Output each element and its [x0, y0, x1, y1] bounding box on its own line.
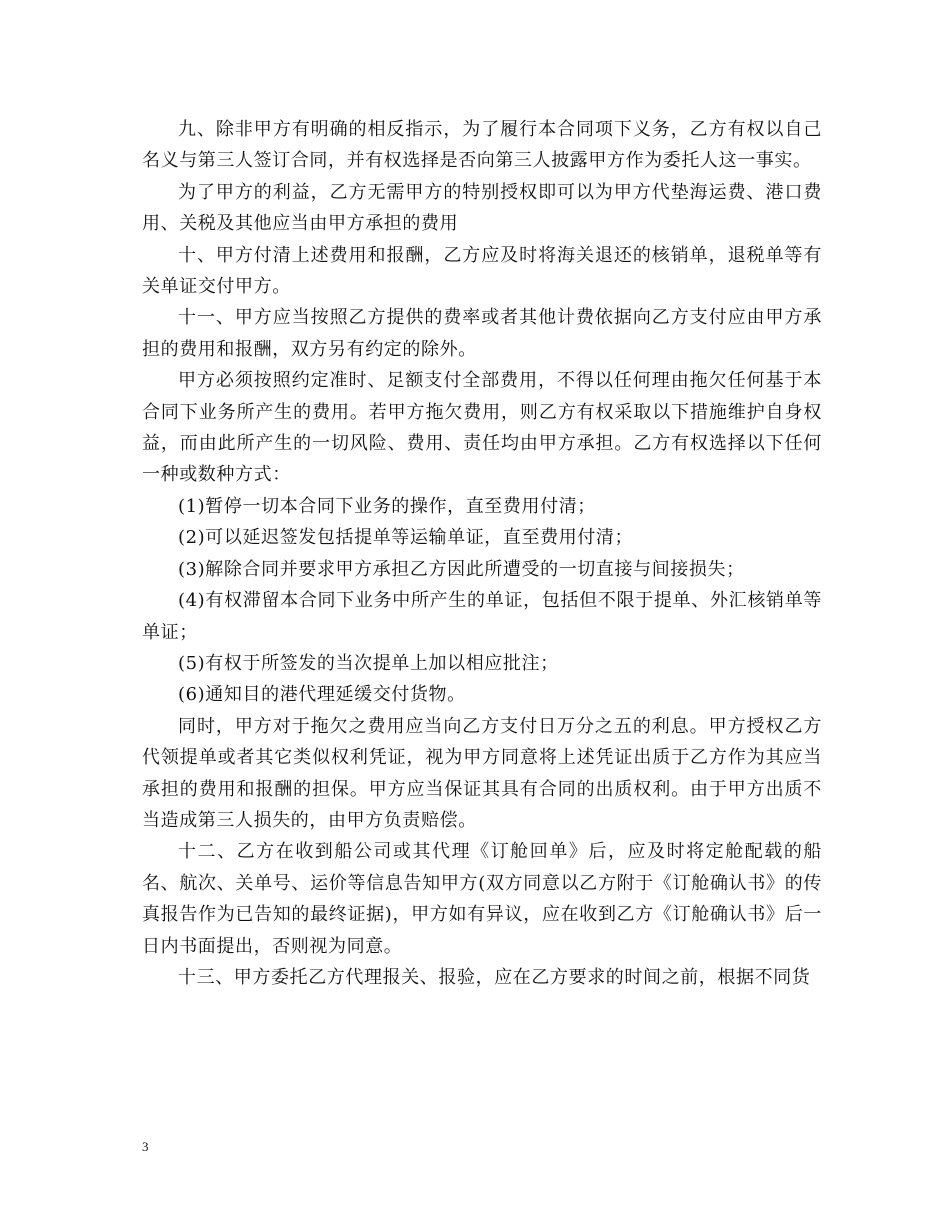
clause-11-paragraph: 十一、甲方应当按照乙方提供的费率或者其他计费依据向乙方支付应由甲方承担的费用和报酬，双方另有约定的除外。: [142, 307, 822, 360]
clause-12-paragraph: 十二、乙方在收到船公司或其代理《订舱回单》后，应及时将定舱配载的船名、航次、关单号、运价等信息告知甲方(双方同意以乙方附于《订舱确认书》的传真报告作为已告知的最终证据)，甲方如有异议，应在收到乙方《订舱确认书》后一日内书面提出，否则视为同意。: [142, 841, 822, 957]
advance-payment-paragraph: 为了甲方的利益，乙方无需甲方的特别授权即可以为甲方代垫海运费、港口费用、关税及其他应当由甲方承担的费用: [142, 181, 822, 235]
interest-pledge-paragraph: 同时，甲方对于拖欠之费用应当向乙方支付日万分之五的利息。甲方授权乙方代领提单或者其它类似权利凭证，视为甲方同意将上述凭证出质于乙方作为其应当承担的费用和报酬的担保。甲方应当保证其具有合同的出质权利。由于甲方出质不当造成第三人损失的，由甲方负责赔偿。: [142, 715, 822, 831]
measure-item-5: (5)有权于所签发的当次提单上加以相应批注；: [178, 652, 559, 674]
measure-item-1: (1)暂停一切本合同下业务的操作，直至费用付清；: [178, 495, 596, 517]
measure-item-4: (4)有权滞留本合同下业务中所产生的单证，包括但不限于提单、外汇核销单等单证；: [142, 590, 822, 643]
measure-item-2: (2)可以延迟签发包括提单等运输单证，直至费用付清；: [178, 527, 634, 549]
clause-10-paragraph: 十、甲方付清上述费用和报酬，乙方应及时将海关退还的核销单，退税单等有关单证交付甲方。: [142, 244, 822, 298]
measure-item-6: (6)通知目的港代理延缓交付货物。: [178, 684, 466, 706]
clause-13-paragraph: 十三、甲方委托乙方代理报关、报验，应在乙方要求的时间之前，根据不同货: [178, 966, 811, 988]
payment-obligation-paragraph: 甲方必须按照约定准时、足额支付全部费用，不得以任何理由拖欠任何基于本合同下业务所产生的费用。若甲方拖欠费用，则乙方有权采取以下措施维护自身权益，而由此所产生的一切风险、费用、责任均由甲方承担。乙方有权选择以下任何一种或数种方式：: [142, 370, 822, 486]
clause-9-paragraph: 九、除非甲方有明确的相反指示，为了履行本合同项下义务，乙方有权以自己名义与第三人签订合同，并有权选择是否向第三人披露甲方作为委托人这一事实。: [142, 119, 822, 172]
page-number: 3: [142, 1139, 149, 1154]
measure-item-3: (3)解除合同并要求甲方承担乙方因此所遭受的一切直接与间接损失；: [178, 558, 745, 580]
document-body: [142, 114, 822, 993]
